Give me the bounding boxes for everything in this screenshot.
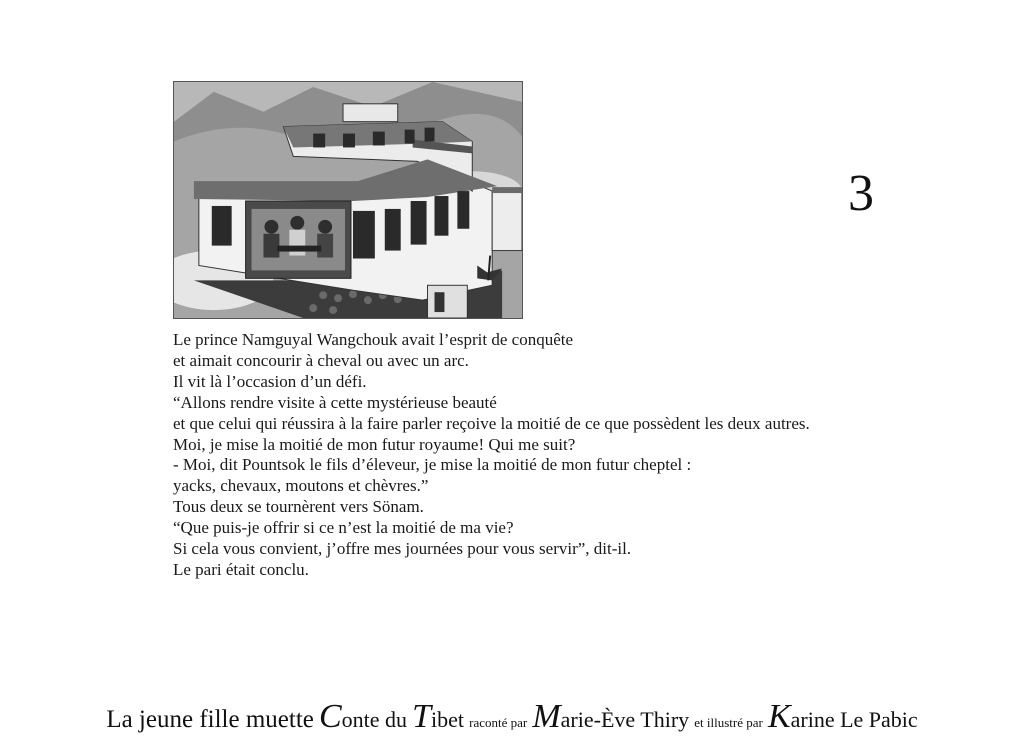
page-number: 3 [848,165,874,222]
story-text [173,330,913,581]
story-line: “Allons rendre visite à cette mystérieuse beauté [173,392,497,412]
story-line: Il vit là l’occasion d’un défi. [173,371,367,391]
story-line: Tous deux se tournèrent vers Sönam. [173,497,424,517]
author-name: arie-Ève Thiry [560,707,690,732]
tibet-label: ibet [431,707,465,732]
illustrator-name: arine Le Pabic [790,707,918,732]
author-initial: M [532,698,561,735]
book-title: La jeune fille muette [106,706,314,733]
story-line: Le pari était conclu. [173,559,309,579]
story-line: yacks, chevaux, moutons et chèvres.” [173,476,429,496]
book-credits-footer [0,698,1024,736]
conte-label: onte du [341,707,408,732]
conte-initial: C [318,698,342,735]
story-line: Le prince Namguyal Wangchouk avait l’esprit de conquête [173,330,574,349]
story-line: - Moi, dit Pountsok le fils d’éleveur, je mise la moitié de mon futur cheptel : [173,455,692,475]
raconte-par-label: raconté par [469,715,528,730]
illustrator-initial: K [767,698,791,735]
story-line: “Que puis-je offrir si ce n’est la moitié de ma vie? [173,518,514,538]
tibetan-palace-illustration [173,81,523,319]
palace-drawing [174,82,522,318]
story-line: Moi, je mise la moitié de mon futur royaume! Qui me suit? [173,434,576,454]
story-line: et que celui qui réussira à la faire parler reçoive la moitié de ce que possèdent les deux autres. [173,413,810,433]
story-line: Si cela vous convient, j’offre mes journées pour vous servir”, dit-il. [173,539,632,559]
illustre-par-label: et illustré par [694,715,763,730]
tibet-initial: T [412,698,432,735]
story-line: et aimait concourir à cheval ou avec un arc. [173,350,469,370]
